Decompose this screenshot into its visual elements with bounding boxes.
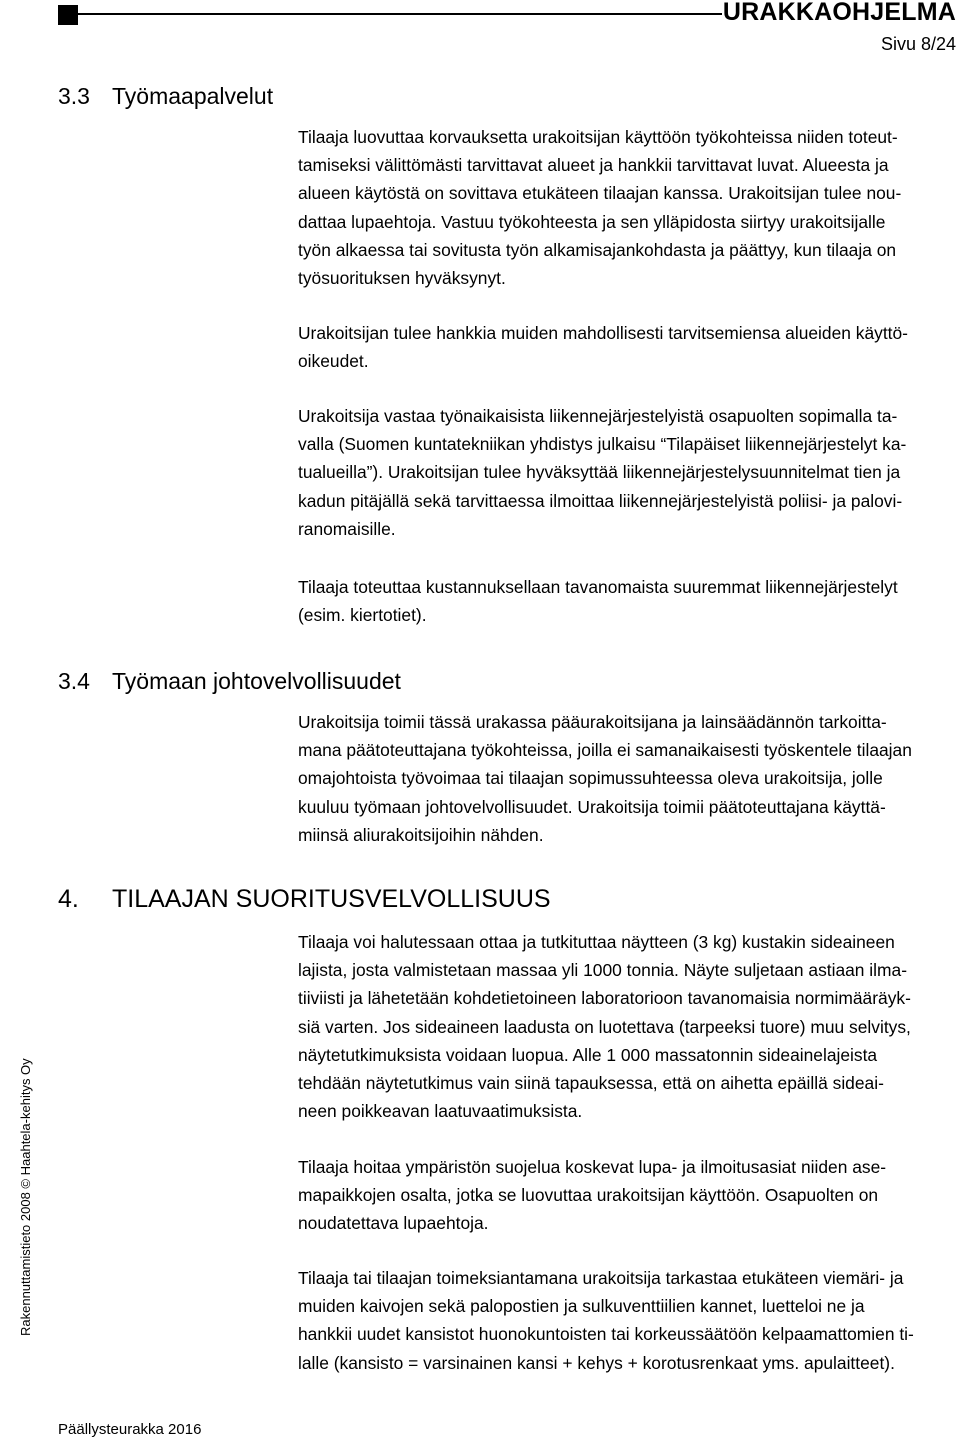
paragraph-s4-2 xyxy=(298,1153,960,1238)
text-line: neen poikkeavan laatuvaatimuksista. xyxy=(298,1101,583,1122)
section-number: 4. xyxy=(58,885,79,913)
paragraph-s33-2 xyxy=(298,319,960,375)
text-line: Tilaaja voi halutessaan ottaa ja tutkituttaa näytteen (3 kg) kustakin sideaineen xyxy=(298,932,895,952)
section-title: Työmaan johtovelvollisuudet xyxy=(112,668,401,694)
text-line: siä varten. Jos sideaineen laadusta on luotettava (tarpeeksi tuore) muu selvitys, xyxy=(298,1016,911,1037)
section-heading-4 xyxy=(58,885,551,914)
section-heading-3-3 xyxy=(58,83,273,110)
header-rule xyxy=(78,13,722,15)
text-line: Tilaaja luovuttaa korvauksetta urakoitsijan käyttöön työkohteissa niiden toteut- xyxy=(298,127,898,147)
header-square-mark xyxy=(58,5,78,25)
text-line: Urakoitsijan tulee hankkia muiden mahdollisesti tarvitsemiensa alueiden käyttö- xyxy=(298,323,908,343)
section-title: TILAAJAN SUORITUSVELVOLLISUUS xyxy=(112,885,551,913)
text-line: oikeudet. xyxy=(298,351,369,372)
paragraph-s33-3 xyxy=(298,402,960,543)
text-line: kadun pitäjällä sekä tarvittaessa ilmoittaa liikennejärjestelyistä poliisi- ja palovi- xyxy=(298,490,903,511)
section-number: 3.4 xyxy=(58,668,90,694)
text-line: mana päätoteuttajana työkohteissa, joilla ei samanaikaisesti työskentele tilaajan xyxy=(298,740,912,761)
text-line: tamiseksi välittömästi tarvittavat alueet ja hankkii tarvittavat luvat. Alueesta ja xyxy=(298,155,889,176)
paragraph-s33-1 xyxy=(298,123,960,292)
text-line: ranomaisille. xyxy=(298,518,396,539)
footer-label: Päällysteurakka 2016 xyxy=(58,1421,202,1438)
text-line: Tilaaja toteuttaa kustannuksellaan tavanomaista suuremmat liikennejärjestelyt xyxy=(298,577,898,597)
text-line: (esim. kiertotiet). xyxy=(298,605,427,626)
text-line: miinsä aliurakoitsijoihin nähden. xyxy=(298,824,544,845)
text-line: työn alkaessa tai sovitusta työn alkamisajankohdasta ja päättyy, kun tilaaja on xyxy=(298,239,897,260)
copyright-side-note: Rakennuttamistieto 2008 © Haahtela-kehitys Oy xyxy=(18,1058,33,1336)
text-line: kuuluu työmaan johtovelvollisuudet. Urakoitsija toimii päätoteuttajana käyttä- xyxy=(298,796,886,817)
paragraph-s33-4 xyxy=(298,573,960,629)
text-line: Tilaaja hoitaa ympäristön suojelua koskevat lupa- ja ilmoitusasiat niiden ase- xyxy=(298,1157,887,1177)
text-line: hankkii uudet kansistot huonokuntoisten tai korkeussäätöön kelpaamattomien ti- xyxy=(298,1324,914,1345)
text-line: muiden kaivojen sekä palopostien ja sulkuventtiilien kannet, luetteloi ne ja xyxy=(298,1296,865,1317)
text-line: lajista, josta valmistetaan massaa yli 1000 tonnia. Näyte suljetaan astiaan ilma- xyxy=(298,960,907,981)
section-title: Työmaapalvelut xyxy=(112,83,274,109)
page-number: Sivu 8/24 xyxy=(880,34,956,54)
text-line: näytetutkimuksista voidaan luopua. Alle 1 000 massatonnin sideainelajeista xyxy=(298,1044,878,1065)
paragraph-s4-3 xyxy=(298,1264,960,1377)
paragraph-s4-1 xyxy=(298,928,960,1125)
text-line: dattaa lupaehtoja. Vastuu työkohteesta ja sen ylläpidosta siirtyy urakoitsijalle xyxy=(298,211,886,232)
text-line: työsuorituksen hyväksynyt. xyxy=(298,268,506,289)
text-line: Tilaaja tai tilaajan toimeksiantamana urakoitsija tarkastaa etukäteen viemäri- ja xyxy=(298,1268,904,1288)
text-line: valla (Suomen kuntatekniikan yhdistys julkaisu “Tilapäiset liikennejärjestelyt ka- xyxy=(298,434,907,455)
text-line: alueen käytöstä on sovittava etukäteen tilaajan kanssa. Urakoitsijan tulee nou- xyxy=(298,183,902,204)
text-line: tiiviisti ja lähetetään kohdetietoineen laboratorioon tavanomaisia normimääräyk- xyxy=(298,988,911,1009)
text-line: tehdään näytetutkimus vain siinä tapauksessa, että on aihetta epäillä sideai- xyxy=(298,1073,884,1094)
text-line: mapaikkojen osalta, jotka se luovuttaa urakoitsijan käyttöön. Osapuolten on xyxy=(298,1185,879,1206)
section-number: 3.3 xyxy=(58,83,90,109)
section-heading-3-4 xyxy=(58,668,401,695)
text-line: Urakoitsija toimii tässä urakassa pääurakoitsijana ja lainsäädännön tarkoitta- xyxy=(298,712,887,732)
document-title: URAKKAOHJELMA xyxy=(722,0,956,26)
paragraph-s34-1 xyxy=(298,708,960,849)
text-line: tualueilla”). Urakoitsijan tulee hyväksyttää liikennejärjestelysuunnitelmat tien ja xyxy=(298,462,901,483)
text-line: Urakoitsija vastaa työnaikaisista liikennejärjestelyistä osapuolten sopimalla ta- xyxy=(298,406,898,426)
text-line: noudatettava lupaehtoja. xyxy=(298,1213,489,1234)
text-line: omajohtoista työvoimaa tai tilaajan sopimussuhteessa oleva urakoitsija, jolle xyxy=(298,768,883,789)
text-line: lalle (kansisto = varsinainen kansi + kehys + korotusrenkaat yms. apulaitteet). xyxy=(298,1352,895,1373)
